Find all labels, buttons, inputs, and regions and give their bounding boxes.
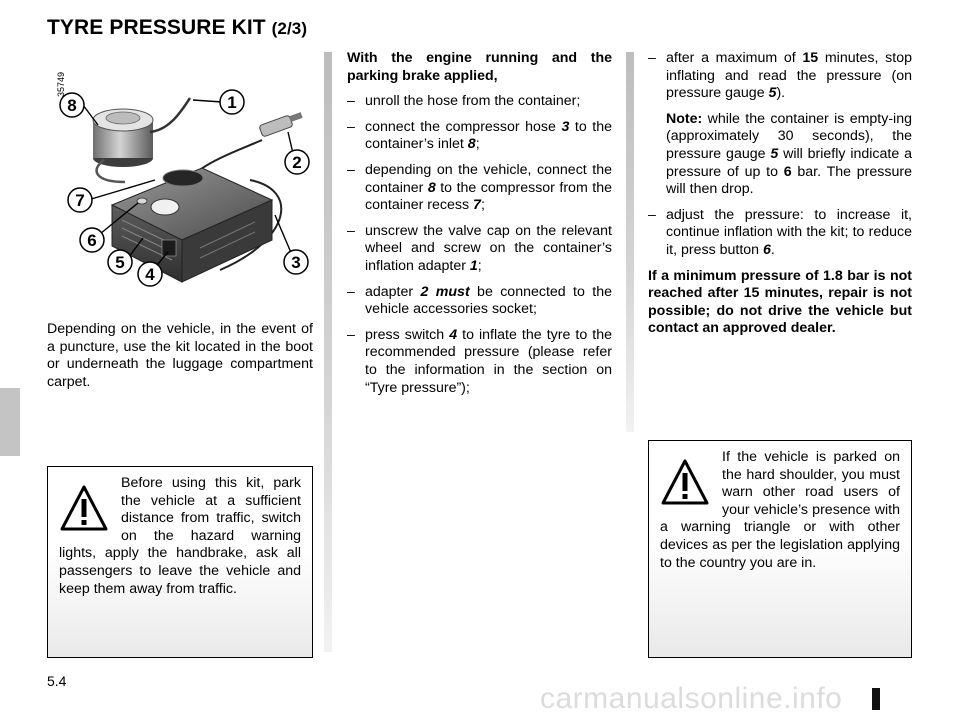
- step-item: – adapter 2 must be connected to the vehicle accessories socket;: [347, 284, 612, 319]
- warning-box-traffic: [47, 466, 313, 658]
- callout-6: [80, 228, 104, 252]
- callout-3: [284, 250, 308, 274]
- warning-triangle-icon: [59, 484, 109, 532]
- tyre-kit-diagram: [50, 70, 325, 310]
- callout-1: [220, 90, 244, 114]
- pressure-gauge: [151, 199, 179, 215]
- svg-text:1: 1: [227, 93, 237, 112]
- svg-text:5: 5: [115, 253, 125, 272]
- callout-4: [138, 262, 162, 286]
- svg-text:6: 6: [87, 231, 97, 250]
- power-switch: [162, 240, 176, 256]
- step-item: – press switch 4 to inflate the tyre to the recommended pressure (please refer to the information in the section on “Tyre pressure”);: [347, 327, 612, 397]
- warning-box-hard-shoulder: [648, 440, 912, 658]
- note-paragraph: Note: while the container is empty-ing (approximately 30 seconds), the pressure gauge 5 will briefly indicate a pressure of up to 6 bar. The pressure will then drop.: [666, 110, 912, 198]
- page-title-text: TYRE PRESSURE KIT: [47, 16, 266, 39]
- instructions-column: [347, 50, 612, 405]
- step-item: – connect the compressor hose 3 to the container’s inlet 8;: [347, 119, 612, 154]
- step-item: – unscrew the valve cap on the relevant wheel and screw on the container’s inflation adapter 1;: [347, 223, 612, 276]
- callout-8: [60, 93, 84, 117]
- intro-paragraph: Depending on the vehicle, in the event of a puncture, use the kit located in the boot or underneath the luggage compartment carpet.: [47, 321, 313, 390]
- callout-2: [285, 150, 309, 174]
- column-separator-1: [324, 52, 332, 652]
- pressure-warning: If a minimum pressure of 1.8 bar is not reached after 15 minutes, repair is not possible; do not drive the vehicle but contact an approved dealer.: [648, 267, 912, 337]
- section-edge-tab: [0, 388, 20, 456]
- deflate-button: [137, 198, 147, 204]
- warning-triangle-icon: [660, 458, 710, 506]
- step-item: – after a maximum of 15 minutes, stop inflating and read the pressure (on pressure gauge 5).: [648, 50, 912, 103]
- svg-text:8: 8: [67, 96, 77, 115]
- svg-text:3: 3: [291, 253, 301, 272]
- lead-instruction: With the engine running and the parking brake applied,: [347, 50, 612, 84]
- warning-text: If the vehicle is parked on the hard shoulder, you must warn other road users of your vehicle’s presence with a warning triangle or with other devices as per the legislation applying to the country you are in.: [660, 449, 900, 571]
- figure-ref-number: 35749: [56, 72, 66, 98]
- svg-text:4: 4: [145, 265, 155, 284]
- callout-5: [108, 250, 132, 274]
- page-title: [47, 16, 307, 40]
- socket-plug: [259, 112, 303, 137]
- warning-text: Before using this kit, park the vehicle at a sufficient distance from traffic, switch on the hazard warning lights, apply the handbrake, ask all passengers to leave the vehicle and keep them away from traffic.: [59, 475, 301, 597]
- svg-text:7: 7: [75, 191, 85, 210]
- column-separator-2: [626, 52, 634, 432]
- corner-mark: [872, 688, 880, 710]
- instructions-column-continued: [648, 50, 912, 346]
- watermark: carmanualsonline.info: [540, 682, 843, 715]
- container-recess: [163, 170, 203, 186]
- step-item: – adjust the pressure: to increase it, continue inflation with the kit; to reduce it, press button 6.: [648, 207, 912, 260]
- svg-text:2: 2: [292, 153, 302, 172]
- callout-7: [68, 188, 92, 212]
- inflation-hose: [150, 98, 190, 132]
- step-item: – unroll the hose from the container;: [347, 93, 612, 111]
- page-number: 5.4: [47, 673, 67, 689]
- step-item: – depending on the vehicle, connect the container 8 to the compressor from the container recess 7;: [347, 162, 612, 215]
- page-title-part: (2/3): [271, 19, 308, 38]
